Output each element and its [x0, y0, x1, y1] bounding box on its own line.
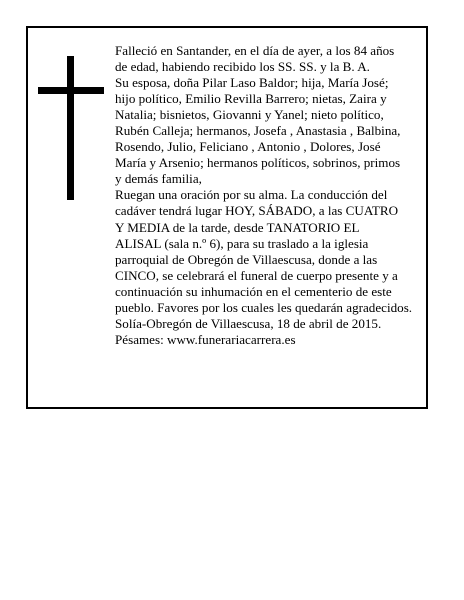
cross-icon — [38, 56, 104, 200]
obituary-notice — [26, 26, 428, 409]
text-line: y demás familia, — [115, 171, 202, 187]
text-line: Rubén Calleja; hermanos, Josefa , Anastasia , Balbina, — [115, 123, 401, 139]
text-line: parroquial de Obregón de Villaescusa, donde a las — [115, 251, 378, 267]
text-line: Solía-Obregón de Villaescusa, 18 de abril de 2015. — [115, 315, 382, 331]
text-line: cadáver tendrá lugar HOY, SÁBADO, a las CUATRO — [115, 203, 399, 219]
text-line: Y MEDIA de la tarde, desde TANATORIO EL — [115, 219, 360, 235]
text-line: Ruegan una oración por su alma. La conducción del — [115, 187, 388, 203]
text-line: continuación su inhumación en el cementerio de este — [115, 283, 392, 299]
text-line: Falleció en Santander, en el día de ayer, a los 84 años — [115, 43, 395, 58]
condolences-link[interactable]: Pésames: www.funerariacarrera.es — [115, 331, 296, 347]
text-line: hijo político, Emilio Revilla Barrero; nietas, Zaira y — [115, 91, 387, 107]
cross-horizontal-bar — [38, 87, 104, 94]
text-line: Natalia; bisnietos, Giovanni y Yanel; nieto político, — [115, 107, 384, 123]
text-line: Rosendo, Julio, Feliciano , Antonio , Dolores, José — [115, 139, 381, 155]
obituary-text — [115, 43, 427, 348]
text-line: Su esposa, doña Pilar Laso Baldor; hija, María José; — [115, 75, 389, 91]
text-line: María y Arsenio; hermanos políticos, sobrinos, primos — [115, 155, 401, 171]
text-line: CINCO, se celebrará el funeral de cuerpo presente y a — [115, 267, 398, 283]
text-line: pueblo. Favores por los cuales les quedarán agradecidos. — [115, 299, 413, 315]
text-line: ALISAL (sala n.º 6), para su traslado a la iglesia — [115, 235, 369, 251]
text-line: de edad, habiendo recibido los SS. SS. y la B. A. — [115, 59, 370, 75]
cross-vertical-bar — [67, 56, 74, 200]
